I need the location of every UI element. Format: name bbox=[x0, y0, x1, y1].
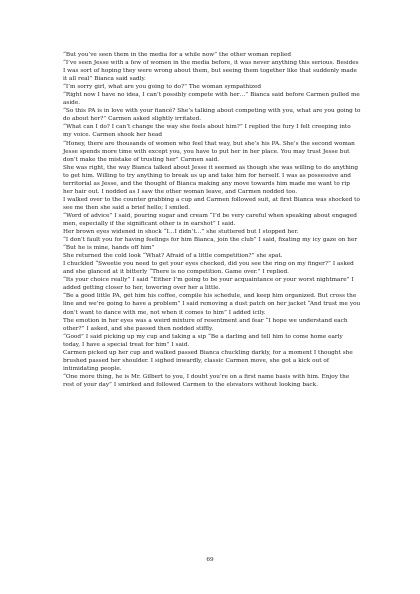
paragraph-17: The emotion in her eyes was a weird mixture of resentment and fear “I hope we understand each other?” I asked, and she passed then nodded stiffly. bbox=[63, 317, 348, 332]
paragraph-6: “What can I do? I can’t change the way she feels about him?” I replied the fury I felt creeping into my voice. Carmen shook her head bbox=[63, 124, 351, 139]
paragraph-11: Her brown eyes widened in shock “I…I didn’t…” she stuttered but I stopped her. bbox=[63, 229, 299, 236]
paragraph-13: She returned the cold look “What? Afraid of a little competition?” she spat. bbox=[63, 253, 283, 260]
paragraph-12: “I don’t fault you for having feelings for him Bianca, join the club” I said, fixating my icy gaze on her “But he is mine, hands off him” bbox=[63, 237, 358, 252]
paragraph-8: She was right, the way Bianca talked about Jesse it seemed as though she was willing to do anything to get him. Willing to try anything to break us up and take him for herself. I was as possessive and territorial as Jesse, and the thought of Bianca making any move towards him made me want to rip her hair out. I nodded as I saw the other woman leave, and Carmen nodded too. bbox=[63, 164, 359, 195]
paragraph-15: “Its your choice really” I said “Either I’m going to be your acquaintance or your worst nightmare” I added getting closer to her, towering over her a little. bbox=[63, 277, 354, 292]
paragraph-7: “Honey, there are thousands of women who feel that way, but she’s his PA. She’s the second woman Jesse spends more time with except you, you have to put her in her place. You may trust Jesse but don’t make the mistake of trusting her” Carmen said. bbox=[63, 140, 355, 163]
paragraph-16: “Be a good little PA, get him his coffee, compile his schedule, and keep him organized. But cross the line and we’re going to have a problem” I said removing a dust patch on her jacket “And trust me you don’t want to dance with me, not when it comes to him” I added icily. bbox=[63, 293, 361, 316]
body-text bbox=[63, 51, 361, 389]
paragraph-9: I walked over to the counter grabbing a cup and Carmen followed suit, at first Bianca was shocked to see me then she said a brief hello; I smiled. bbox=[63, 196, 360, 211]
paragraph-10: “Word of advice” I said, pouring sugar and cream “I’d be very careful when speaking about engaged men, especially if the significant other is in earshot” I said. bbox=[63, 212, 357, 227]
paragraph-4: “Right now I have no idea, I can’t possibly compete with her…” Bianca said before Carmen pulled me aside. bbox=[63, 92, 360, 107]
page-number: 69 bbox=[206, 557, 214, 563]
paragraph-14: I chuckled “Sweetie you need to get your eyes checked, did you see the ring on my finger?” I asked and she glanced at it bitterly “There is no competition. Game over.” I replied. bbox=[63, 261, 354, 276]
paragraph-3: “I’m sorry girl, what are you going to do?” The woman sympathized bbox=[63, 84, 262, 91]
paragraph-1: “But you’ve seen them in the media for a while now” the other woman replied bbox=[63, 52, 292, 58]
paragraph-20: “One more thing, he is Mr. Gilbert to you, I doubt you’re on a first name basis with him. Enjoy the rest of your day” I smirked and followed Carmen to the elevators without looking back. bbox=[63, 373, 350, 388]
paragraph-5: “So this PA is in love with your fiancé? She’s talking about competing with you, what are you going to do about her?” Carmen asked slightly irritated. bbox=[63, 108, 361, 123]
paragraph-18: “Good” I said picking up my cup and taking a sip “Be a darling and tell him to come home early today, I have a special treat for him” I said. bbox=[63, 333, 343, 348]
paragraph-19: Carmen picked up her cup and walked passed Bianca chuckling darkly, for a moment I thought she brushed passed her shoulder. I sighed inwardly, classic Carmen move, she got a kick out of intimidating people. bbox=[63, 349, 353, 372]
paragraph-2: “I’ve seen Jesse with a few of women in the media before, it was never anything this serious. Besides I was sort of hoping they were wrong about them, but seeing them together like that suddenly made it all real” Bianca said sadly. bbox=[63, 60, 359, 83]
